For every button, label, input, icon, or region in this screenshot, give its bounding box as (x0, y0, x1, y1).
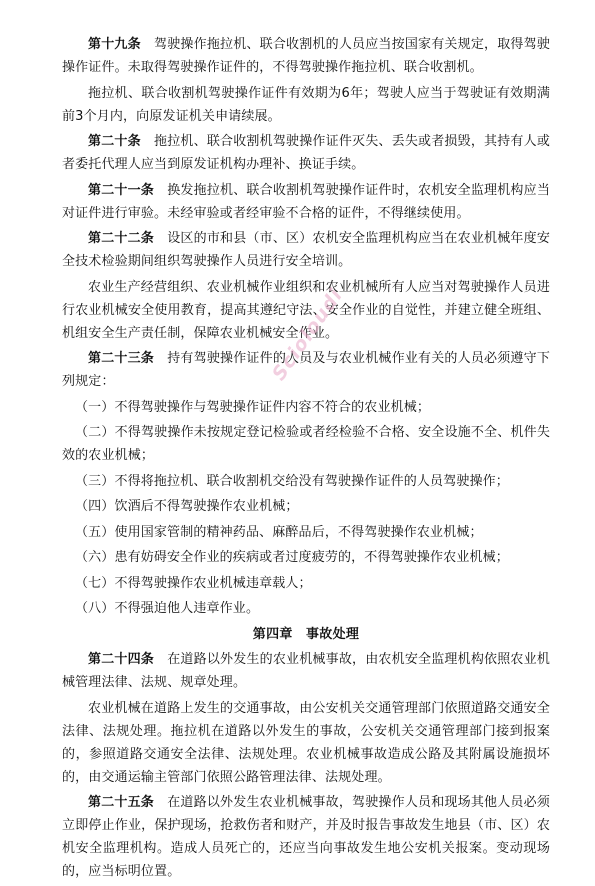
paragraph-text: （八）不得强迫他人违章作业。 (75, 601, 260, 616)
article-gap (154, 183, 167, 198)
article-number: 第二十四条 (88, 652, 155, 667)
article-gap (141, 134, 154, 149)
list-item (62, 597, 550, 620)
paragraph-text: （四）饮酒后不得驾驶操作农业机械； (75, 499, 299, 514)
paragraph (62, 33, 550, 79)
paragraph (62, 648, 550, 694)
paragraph-text: 换发拖拉机、联合收割机驾驶操作证件时，农机安全监理机构应当对证件进行审验。未经审验或者经审验不合格的证件，不得继续使用。 (62, 182, 550, 221)
paragraph-text: 在道路以外发生农业机械事故，驾驶操作人员和现场其他人员必须立即停止作业，保护现场，抢救伤者和财产，并及时报告事故发生地县（市、区）农机安全监理机构。造成人员死亡的，还应当向事故发生地公安机关报案。变动现场的，应当标明位置。 (62, 795, 550, 879)
paragraph-text: 拖拉机、联合收割机驾驶操作证件灭失、丢失或者损毁，其持有人或者委托代理人应当到原发证机构办理补、换证手续。 (62, 134, 550, 172)
article-gap (154, 351, 167, 366)
article-number: 第十九条 (88, 37, 141, 52)
article-gap (141, 37, 154, 52)
paragraph (62, 82, 550, 128)
paragraph-text: 农业机械在道路上发生的交通事故，由公安机关交通管理部门依照道路交通安全法律、法规处理。拖拉机在道路以外发生的事故，公安机关交通管理部门接到报案的，参照道路交通安全法律、法规处理。农业机械事故造成公路及其附属设施损坏的，由交通运输主管部门依照公路管理法律、法规处理。 (62, 700, 550, 785)
document-body (62, 33, 550, 886)
list-item (62, 521, 550, 544)
list-item (62, 572, 550, 595)
paragraph-text: （六）患有妨碍安全作业的疾病或者过度疲劳的，不得驾驶操作农业机械； (75, 550, 509, 565)
paragraph-text: （五）使用国家管制的精神药品、麻醉品后，不得驾驶操作农业机械； (75, 524, 483, 540)
paragraph (62, 791, 550, 883)
paragraph (62, 227, 550, 273)
paragraph (62, 347, 550, 393)
article-number: 第二十二条 (88, 231, 155, 246)
article-gap (154, 231, 167, 246)
chapter-heading: 第四章 事故处理 (252, 626, 360, 642)
list-item (62, 396, 550, 419)
list-item (62, 470, 550, 493)
paragraph (62, 276, 550, 345)
paragraph-text: 持有驾驶操作证件的人员及与农业机械作业有关的人员必须遵守下列规定： (62, 351, 550, 389)
article-number: 第二十条 (88, 134, 141, 149)
paragraph-text: （三）不得将拖拉机、联合收割机交给没有驾驶操作证件的人员驾驶操作； (75, 473, 509, 489)
paragraph-text: 农业生产经营组织、农业机械作业组织和农业机械所有人应当对驾驶操作人员进行农业机械安全使用教育，提高其遵纪守法、安全作业的自觉性，并建立健全班组、机组安全生产责任制，保障农业机械安全作业。 (62, 279, 550, 341)
paragraph (62, 130, 550, 176)
paragraph-text: （二）不得驾驶操作未按规定登记检验或者经检验不合格、安全设施不全、机件失效的农业机械； (62, 425, 550, 463)
paragraph (62, 179, 550, 225)
list-item (62, 495, 550, 518)
paragraph-text: 在道路以外发生的农业机械事故，由农机安全监理机构依照农业机械管理法律、法规、规章处理。 (62, 652, 550, 690)
paragraph (62, 697, 550, 789)
article-gap (154, 652, 167, 667)
paragraph-text: 设区的市和县（市、区）农机安全监理机构应当在农业机械年度安全技术检验期间组织驾驶操作人员进行安全培训。 (62, 231, 550, 269)
paragraph-text: 拖拉机、联合收割机驾驶操作证件有效期为6年；驾驶人应当于驾驶证有效期满前3个月内，向原发证机关申请续展。 (62, 85, 550, 124)
list-item (62, 546, 550, 569)
article-gap (154, 795, 167, 810)
article-number: 第二十一条 (88, 182, 155, 198)
article-number: 第二十三条 (88, 351, 155, 366)
watermark: Scioloudi (268, 284, 348, 385)
paragraph-text: 驾驶操作拖拉机、联合收割机的人员应当按国家有关规定，取得驾驶操作证件。未取得驾驶操作证件的，不得驾驶操作拖拉机、联合收割机。 (62, 37, 550, 75)
article-number: 第二十五条 (88, 795, 155, 810)
paragraph-text: （一）不得驾驶操作与驾驶操作证件内容不符合的农业机械； (75, 399, 431, 415)
list-item (62, 421, 550, 467)
paragraph-text: （七）不得驾驶操作农业机械违章载人； (75, 575, 312, 591)
